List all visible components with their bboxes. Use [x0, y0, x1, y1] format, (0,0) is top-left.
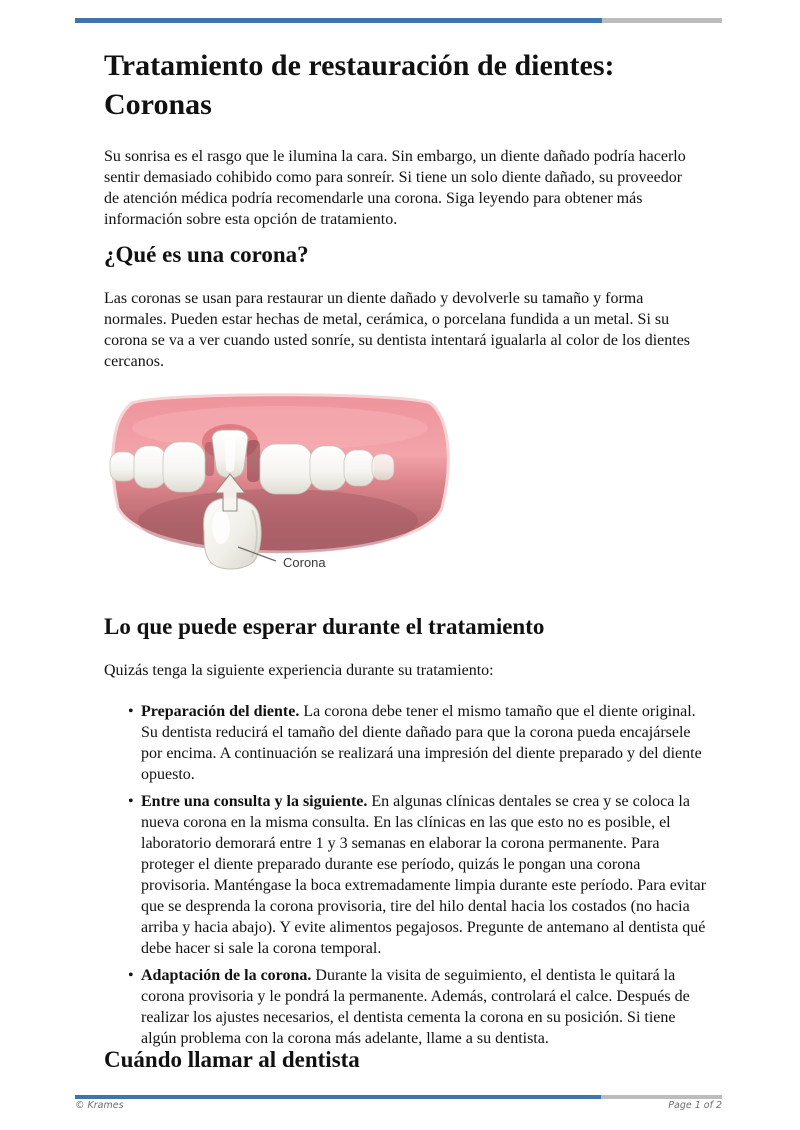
page-title: Tratamiento de restauración de dientes: Coronas	[104, 49, 615, 121]
crown-label: Corona	[283, 555, 326, 570]
top-rule-bar	[75, 18, 722, 23]
stub-highlight	[224, 433, 236, 472]
bullet-marker: •	[128, 967, 134, 984]
bullet-marker: •	[128, 793, 134, 810]
section-heading-when-to-call: Cuándo llamar al dentista	[104, 1047, 360, 1072]
list-item-bold-lead: Preparación del diente.	[141, 703, 300, 720]
section-heading-what-to-expect: Lo que puede esperar durante el tratamiento	[104, 614, 545, 639]
what-is-a-crown-paragraph: Las coronas se usan para restaurar un diente dañado y devolverle su tamaño y forma normales. Pueden estar hechas de metal, cerámica, o porcelana fundida a un metal. Si su corona se va a ver cuando usted sonríe, su dentista intentará igualarla al color de los dientes cercanos.	[104, 290, 691, 370]
list-item-between-visits	[104, 791, 708, 959]
list-item-text: La corona debe tener el mismo tamaño que el diente original. Su dentista reducirá el tamaño del diente dañado para que la corona pueda encajársele por encima. A continuación se realizará una impresión del diente preparado y del diente opuesto.	[141, 703, 702, 783]
top-bar-blue-segment	[75, 18, 602, 23]
gap-shadow-left	[205, 442, 214, 476]
gap-shadow-right	[247, 440, 260, 482]
intro-paragraph: Su sonrisa es el rasgo que le ilumina la cara. Sin embargo, un diente dañado podría hacerlo sentir demasiado cohibido como para sonreír. Si tiene un solo diente dañado, su proveedor de atención médica podría recomendarle una corona. Siga leyendo para obtener más información sobre esta opción de tratamiento.	[104, 148, 686, 228]
top-bar-gray-segment	[602, 18, 722, 23]
list-item-bold-lead: Entre una consulta y la siguiente.	[141, 793, 368, 810]
expect-lead-paragraph: Quizás tenga la siguiente experiencia durante su tratamiento:	[104, 662, 494, 679]
footer-rule-bar	[75, 1095, 722, 1099]
treatment-steps-list	[104, 701, 708, 1055]
section-heading-what-is-a-crown: ¿Qué es una corona?	[104, 242, 309, 267]
bullet-marker: •	[128, 703, 134, 720]
footer-bar-gray-segment	[601, 1095, 722, 1099]
list-item-bold-lead: Adaptación de la corona.	[141, 967, 312, 984]
tooth-crown-illustration	[100, 390, 460, 602]
footer-copyright: © Krames	[75, 1100, 124, 1111]
list-item-text: Durante la visita de seguimiento, el dentista le quitará la corona provisoria y le pondrá la permanente. Además, controlará el calce. Después de realizar los ajustes necesarios, el dentista cementa la corona en su posición. Si tiene algún problema con la corona más adelante, llame a su dentista.	[141, 967, 690, 1047]
footer-bar-blue-segment	[75, 1095, 601, 1099]
list-item-fitting	[104, 965, 708, 1049]
footer-page-number: Page 1 of 2	[668, 1100, 722, 1111]
list-item-preparation	[104, 701, 708, 785]
list-item-text: En algunas clínicas dentales se crea y se coloca la nueva corona en la misma consulta. En las clínicas en las que esto no es posible, el laboratorio demorará entre 1 y 3 semanas en elaborar la corona permanente. Para proteger el diente preparado durante ese período, quizás le pongan una corona provisoria. Manténgase la boca extremadamente limpia durante este período. Para evitar que se desprenda la corona provisoria, tire del hilo dental hacia los costados (no hacia arriba y hacia abajo). Y evite alimentos pegajosos. Pregunte de antemano al dentista qué debe hacer si sale la corona temporal.	[141, 793, 707, 957]
footer	[75, 1100, 722, 1111]
